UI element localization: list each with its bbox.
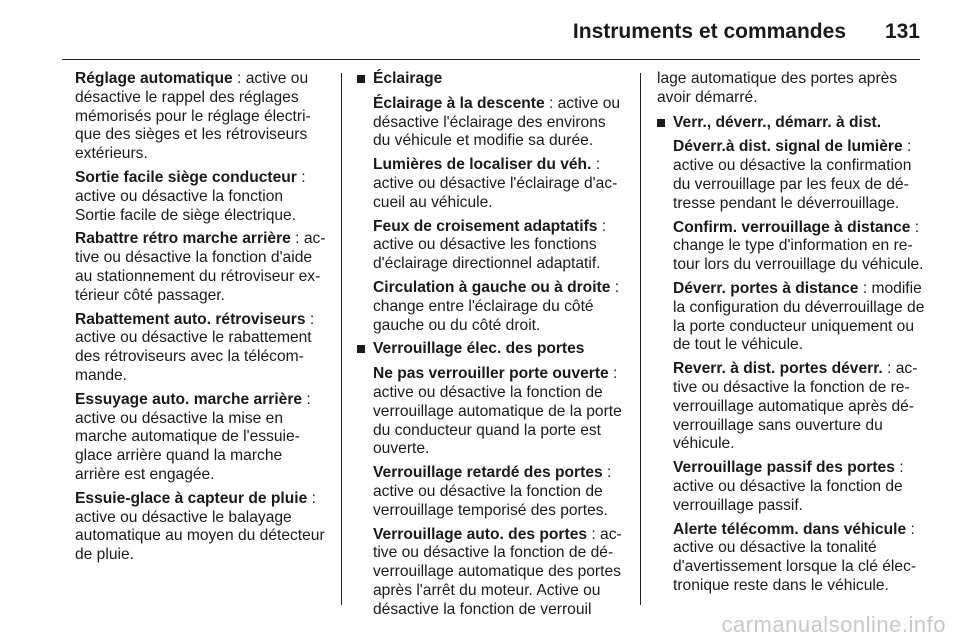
continued-text: lage automatique des portes après avoir démarré.: [657, 70, 898, 106]
setting-paragraph: [673, 138, 925, 213]
setting-term: Déverr. portes à distance: [673, 279, 859, 297]
setting-paragraph: [75, 490, 327, 565]
setting-description: : active ou désactive la tonalité d'avertissement lorsque la clé électronique reste dans le véhicule.: [673, 520, 917, 594]
section-heading: [657, 114, 925, 133]
column-2: [357, 70, 625, 625]
setting-term: Sortie facile siège conducteur: [75, 168, 297, 186]
setting-description: : active ou désactive la fonction de verrouillage temporisé des portes.: [373, 464, 612, 519]
section-heading: [357, 340, 625, 359]
setting-description: : active ou désactive la mise en marche automatique de l'essuie-glace arrière quand la marche arrière est engagée.: [75, 390, 311, 483]
setting-term: Reverr. à dist. portes déverr.: [673, 360, 883, 378]
setting-description: : active ou désactive la fonction de verrouillage passif.: [673, 459, 904, 514]
setting-paragraph: [673, 360, 925, 454]
setting-description: : active ou désactive la fonction de reverrouillage automatique après déverrouillage sans ouverture du véhicule.: [673, 360, 918, 453]
setting-description: : active ou désactive la confirmation du verrouillage par les feux de détresse pendant le déverrouillage.: [673, 138, 912, 212]
setting-paragraph: [673, 280, 925, 355]
setting-term: Éclairage à la descente: [373, 94, 545, 112]
setting-description: : active ou désactive la fonction de déverrouillage automatique des portes après l'arrêt du moteur. Active ou désactive la fonction de verrouil: [373, 525, 622, 618]
setting-description: : active ou désactive l'éclairage des environs du véhicule et modifie sa durée.: [373, 94, 621, 150]
column-1: [75, 70, 327, 570]
setting-description: : change le type d'information en retour lors du verrouillage du véhicule.: [673, 218, 924, 274]
setting-term: Rabattre rétro marche arrière: [75, 230, 291, 248]
section-heading-label: Éclairage: [373, 70, 443, 87]
setting-term: Essuyage auto. marche arrière: [75, 390, 303, 408]
column-3: [657, 70, 925, 601]
section-title: Instruments et commandes: [572, 20, 846, 43]
setting-term: Verrouillage auto. des portes: [373, 525, 588, 543]
setting-paragraph: [373, 279, 625, 335]
setting-paragraph: [75, 169, 327, 225]
setting-description: : active ou désactive la fonction Sortie facile de siège électrique.: [75, 168, 306, 224]
setting-paragraph: [373, 365, 625, 459]
setting-paragraph: [373, 464, 625, 520]
page-number: 131: [884, 20, 920, 43]
setting-paragraph: [373, 95, 625, 151]
setting-term: Confirm. verrouillage à distance: [673, 218, 911, 236]
setting-term: Lumières de localiser du véh.: [373, 156, 592, 174]
setting-description: : active ou désactive les fonctions d'éclairage directionnel adaptatif.: [373, 217, 607, 273]
page-header: [62, 0, 920, 60]
column-divider: [341, 73, 342, 605]
setting-description: : modifie la configuration du déverrouillage de la porte conducteur uniquement ou de tout le véhicule.: [673, 279, 925, 354]
setting-description: : active ou désactive l'éclairage d'accueil au véhicule.: [373, 156, 618, 211]
setting-paragraph: [673, 459, 925, 515]
setting-paragraph: [75, 70, 327, 164]
setting-paragraph: [673, 219, 925, 275]
square-bullet-icon: [357, 75, 365, 83]
setting-term: Feux de croisement adaptatifs: [373, 217, 598, 235]
section-heading-label: Verr., déverr., démarr. à dist.: [673, 113, 882, 131]
setting-paragraph: [373, 218, 625, 274]
setting-paragraph: [75, 391, 327, 485]
setting-description: : active ou désactive le rabattement des rétroviseurs avec la télécommande.: [75, 310, 315, 384]
setting-term: Déverr.à dist. signal de lumière: [673, 138, 903, 156]
section-heading-label: Verrouillage élec. des portes: [373, 340, 585, 358]
setting-paragraph: [373, 526, 625, 620]
setting-description: : change entre l'éclairage du côté gauche ou du côté droit.: [373, 278, 620, 334]
setting-paragraph: [75, 230, 327, 305]
setting-term: Essuie-glace à capteur de pluie: [75, 489, 308, 507]
square-bullet-icon: [657, 119, 665, 127]
setting-term: Verrouillage passif des portes: [673, 459, 895, 477]
setting-term: Circulation à gauche ou à droite: [373, 278, 611, 296]
setting-term: Rabattement auto. rétroviseurs: [75, 310, 306, 328]
setting-paragraph: [673, 521, 925, 596]
section-heading: [357, 70, 625, 89]
watermark: carmanualsonline.info: [721, 612, 946, 637]
setting-term: Ne pas verrouiller porte ouverte: [373, 365, 609, 383]
column-divider: [640, 73, 641, 605]
setting-paragraph: [373, 156, 625, 212]
setting-term: Verrouillage retardé des portes: [373, 464, 603, 482]
setting-description: : active ou désactive le rappel des réglages mémorisés pour le réglage électrique des sièges et les rétroviseurs extérieurs.: [75, 70, 311, 163]
setting-term: Alerte télécomm. dans véhicule: [673, 520, 907, 538]
square-bullet-icon: [357, 345, 365, 353]
setting-term: Réglage automatique: [75, 70, 233, 87]
setting-description: : active ou désactive le balayage automatique au moyen du détecteur de pluie.: [75, 489, 325, 564]
setting-paragraph: [75, 311, 327, 386]
setting-description: : active ou désactive la fonction de verrouillage automatique de la porte du conducteur quand la porte est ouverte.: [373, 365, 622, 458]
setting-description: : active ou désactive la fonction d'aide au stationnement du rétroviseur extérieur côté passager.: [75, 230, 326, 304]
